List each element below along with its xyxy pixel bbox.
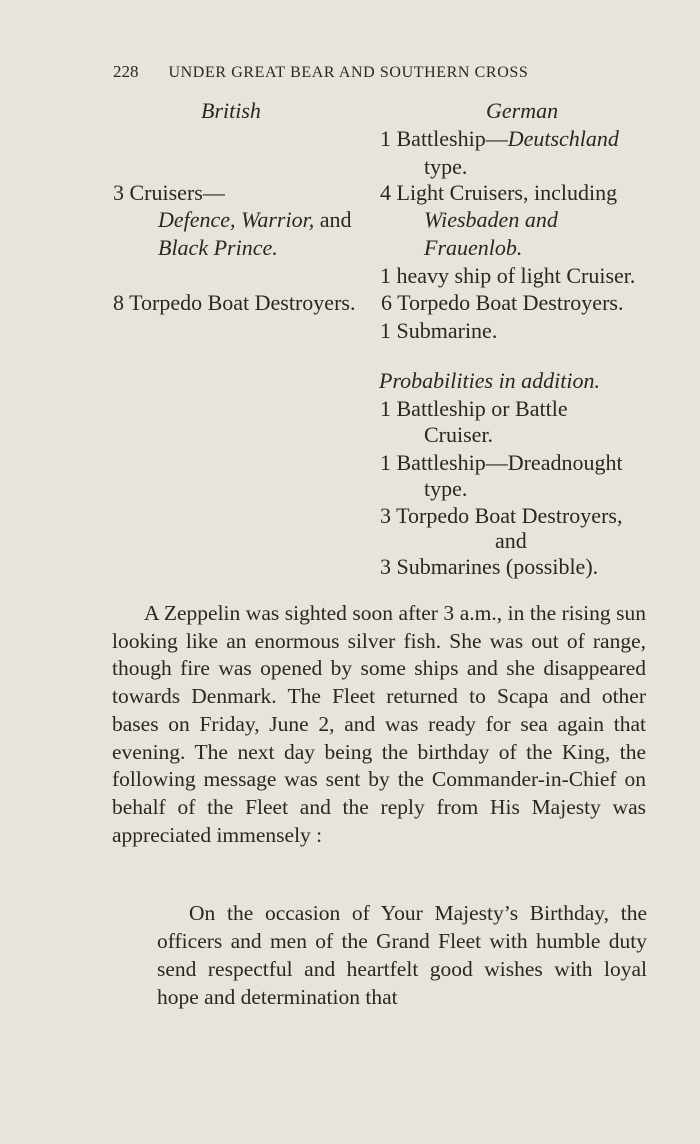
german-light-cruiser-names-line2: Frauenlob. [424,235,523,260]
probability-1-line1: 1 Battleship or Battle [380,396,568,421]
german-column-heading: German [486,98,559,123]
german-destroyers: 6 Torpedo Boat Destroyers. [381,290,624,315]
british-and: and [314,207,352,232]
german-submarine: 1 Submarine. [380,318,498,343]
german-light-cruisers: 4 Light Cruisers, including [380,180,618,205]
block-quote: On the occasion of Your Majesty’s Birthday, the officers and men of the Grand Fleet with humble duty send respectful and heartfelt good wishes with loyal hope and determination that [157,901,647,1009]
probability-3-line2: and [495,528,527,553]
running-title: UNDER GREAT BEAR AND SOUTHERN CROSS [168,64,529,81]
running-header [113,62,593,82]
german-battleship-entry [380,126,619,152]
german-battleship-type: type. [424,154,468,179]
british-cruisers: 3 Cruisers— [113,180,225,205]
british-cruiser-names-line1 [158,207,352,233]
german-heavy-ship: 1 heavy ship of light Cruiser. [380,263,636,288]
german-battleship-label: 1 Battleship— [380,126,508,151]
probability-1-line2: Cruiser. [424,422,494,447]
german-battleship-name: Deutschland [507,126,619,151]
body-paragraph-container [112,600,646,849]
probability-3-line1: 3 Torpedo Boat Destroyers, [380,503,623,528]
german-light-cruiser-names-line1: Wiesbaden and [424,207,558,232]
probability-2-line2: type. [424,476,468,501]
british-cruiser-names-line2: Black Prince. [158,235,278,260]
block-quote-container [157,899,647,1011]
probability-4: 3 Submarines (possible). [380,554,599,579]
british-cruiser-names: Defence, Warrior, [158,207,315,232]
page-number: 228 [113,62,139,81]
british-column-heading: British [201,98,261,123]
probabilities-heading: Probabilities in addition. [379,368,601,393]
british-destroyers: 8 Torpedo Boat Destroyers. [113,290,356,315]
body-paragraph: A Zeppelin was sighted soon after 3 a.m., in the rising sun looking like an enormous silver fish. She was out of range, though fire was opened by some ships and she disappeared towards Denmark. The Fleet returned to Scapa and other bases on Friday, June 2, and was ready for sea again that evening. The next day being the birthday of the King, the following message was sent by the Commander-in-Chief on behalf of the Fleet and the reply from His Majesty was appreciated immensely : [112,601,646,847]
probability-2-line1: 1 Battleship—Dreadnought [380,450,623,475]
